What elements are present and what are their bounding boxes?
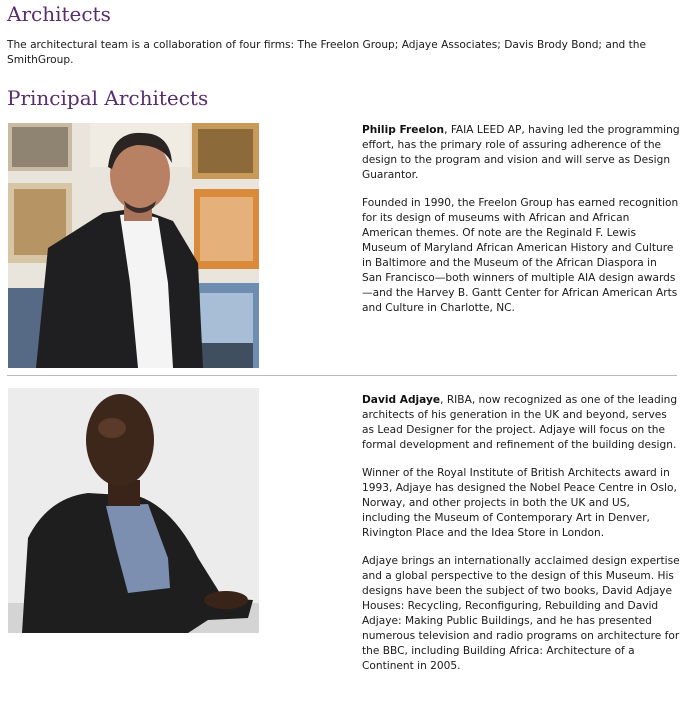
philip-freelon-bio xyxy=(362,123,680,329)
principal-architects-title: Principal Architects xyxy=(7,86,209,110)
philip-freelon-lead: Philip Freelon, FAIA LEED AP, having led the programming effort, has the primary role of assuring adherence of the design to the program and vision and will serve as Design Guarantor. xyxy=(362,124,680,181)
david-adjaye-lead: David Adjaye, RIBA, now recognized as one of the leading architects of his generation in the UK and beyond, serves as Lead Designer for the project. Adjaye will focus on the formal development and refinement of the building design. xyxy=(362,394,678,451)
david-adjaye-bio xyxy=(362,393,680,687)
section-intro: The architectural team is a collaboration of four firms: The Freelon Group; Adjaye Associates; Davis Brody Bond; and the SmithGroup. xyxy=(7,39,647,66)
david-adjaye-photo xyxy=(8,388,259,633)
section-title: Architects xyxy=(7,2,111,26)
david-adjaye-paragraph-2: Adjaye brings an internationally acclaimed design expertise and a global perspective to the design of this Museum. His designs have been the subject of two books, David Adjaye Houses: Recycling, Reconfiguring, Rebuilding and David Adjaye: Making Public Buildings, and he has presented numerous television and radio programs on architecture for the BBC, including Building Africa: Architecture of a Continent in 2005. xyxy=(362,555,680,672)
david-adjaye-name: David Adjaye xyxy=(362,394,441,406)
david-adjaye-paragraph-1: Winner of the Royal Institute of British Architects award in 1993, Adjaye has designed the Nobel Peace Centre in Oslo, Norway, and other projects in both the UK and US, including the Museum of Contemporary Art in Denver, Rivington Place and the Idea Store in London. xyxy=(362,467,677,539)
philip-freelon-paragraph: Founded in 1990, the Freelon Group has earned recognition for its design of museums with African and African American themes. Of note are the Reginald F. Lewis Museum of Maryland African American History and Culture in Baltimore and the Museum of the African Diaspora in San Francisco—both winners of multiple AIA design awards—and the Harvey B. Gantt Center for African American Arts and Culture in Charlotte, NC. xyxy=(362,197,679,314)
architect-divider xyxy=(7,375,677,376)
philip-freelon-name: Philip Freelon xyxy=(362,124,445,136)
philip-freelon-photo xyxy=(8,123,259,368)
